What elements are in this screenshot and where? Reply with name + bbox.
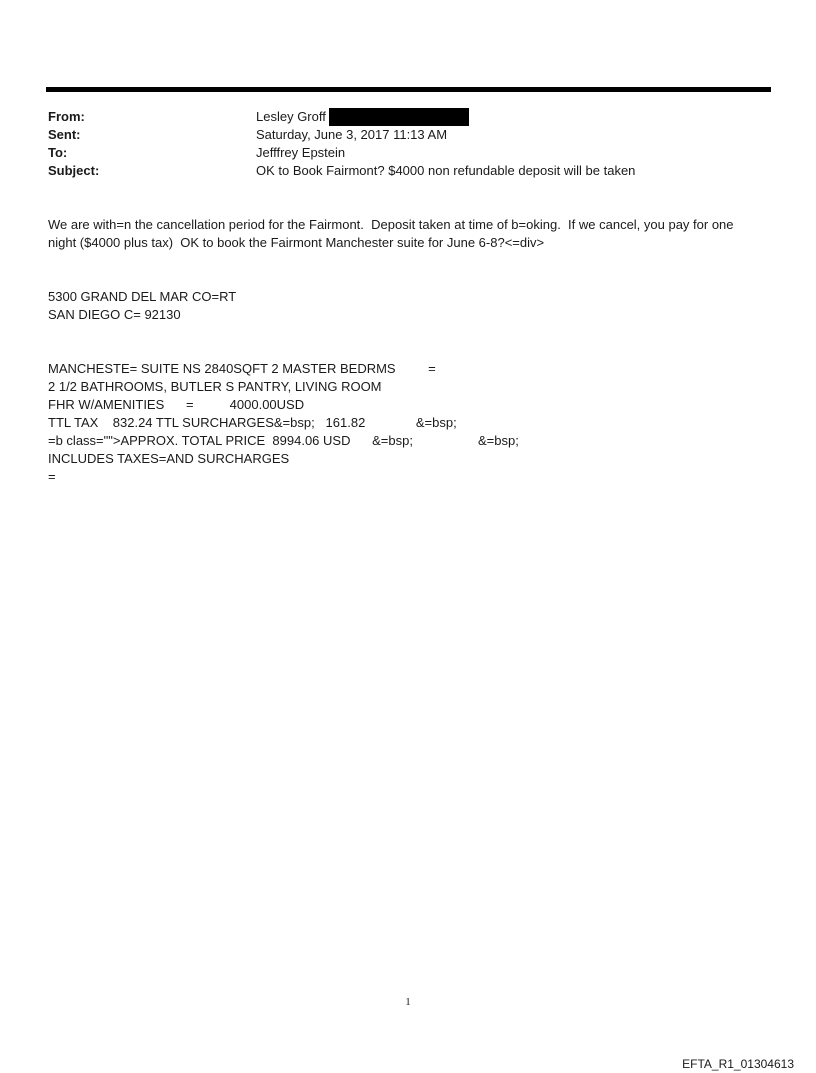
suite-line: TTL TAX 832.24 TTL SURCHARGES&=bsp; 161.82 &=bsp;: [48, 415, 457, 430]
message-paragraph: [48, 216, 773, 252]
from-label: From:: [48, 109, 85, 124]
address-line: 5300 GRAND DEL MAR CO=RT: [48, 289, 237, 304]
suite-line: 2 1/2 BATHROOMS, BUTLER S PANTRY, LIVING ROOM: [48, 379, 382, 394]
subject-label: Subject:: [48, 163, 100, 178]
suite-line: MANCHESTE= SUITE NS 2840SQFT 2 MASTER BEDRMS =: [48, 361, 436, 376]
address-block: [48, 288, 773, 324]
suite-line: =b class="">APPROX. TOTAL PRICE 8994.06 USD &=bsp; &=bsp;: [48, 433, 519, 448]
suite-line: =: [48, 469, 56, 484]
from-name: Lesley Groff: [256, 109, 326, 124]
address-line: SAN DIEGO C= 92130: [48, 307, 181, 322]
to-value: Jefffrey Epstein: [256, 145, 346, 160]
document-id: EFTA_R1_01304613: [682, 1057, 794, 1071]
paragraph-line: We are with=n the cancellation period for the Fairmont. Deposit taken at time of b=oking. If we cancel, you pay for one: [48, 217, 734, 232]
header-rule: [46, 87, 771, 92]
subject-value: OK to Book Fairmont? $4000 non refundable deposit will be taken: [256, 163, 636, 178]
to-label: To:: [48, 145, 68, 160]
paragraph-line: night ($4000 plus tax) OK to book the Fairmont Manchester suite for June 6-8?<=div>: [48, 235, 545, 250]
suite-line: INCLUDES TAXES=AND SURCHARGES: [48, 451, 290, 466]
sent-value: Saturday, June 3, 2017 11:13 AM: [256, 127, 448, 142]
redaction-box: [329, 108, 469, 126]
suite-details-block: [48, 360, 773, 486]
sent-label: Sent:: [48, 127, 81, 142]
suite-line: FHR W/AMENITIES = 4000.00USD: [48, 397, 305, 412]
page-number: 1: [405, 996, 411, 1008]
from-value: [256, 108, 469, 126]
